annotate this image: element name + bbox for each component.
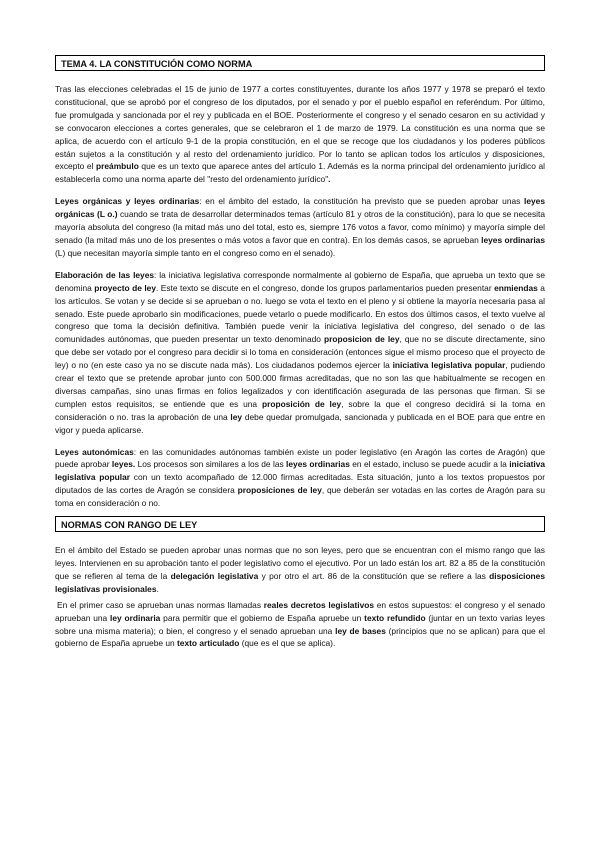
text-run: : la iniciativa legislativa corresponde normalmente al gobierno de España, que aprueba un texto que se denomina [55, 269, 545, 293]
bold-term: enmiendas [494, 282, 538, 293]
paragraph-decretos-legislativos [55, 599, 545, 651]
text-run: cuando se trata de desarrollar determinados temas (artículo 81 y otros de la constitución), para lo que se necesita mayoría absoluta del congreso (la mitad más uno del total, esto es, siempre 176 votos a favor, como mínimo) y mayoría simple del senado (la mitad más uno de los presentes o más votos a favor que en contra). En los demás casos, se aprueban [55, 209, 545, 245]
text-run: , que no se discute directamente, sino que debe ser votado por el congreso para decidir si lo toma en consideración (entonces sigue el mismo proceso que el proyecto de ley) o no (en este caso ya no se discute nada más). Los ciudadanos podemos ejercer la [55, 334, 545, 371]
text-run: (principios que no se aplican) para que el gobierno de España apruebe un [55, 625, 545, 649]
bold-term: reales decretos legislativos [263, 599, 375, 610]
paragraph-normas-rango-ley [55, 544, 545, 596]
section-heading-constitucion [55, 55, 545, 71]
text-run: : en el ámbito del estado, la constitución ha previsto que se pueden aprobar unas [199, 196, 525, 207]
bold-term: iniciativa legislativa popular [392, 360, 506, 371]
text-run: (que es el que se aplica). [239, 638, 336, 649]
bold-term: ley [230, 411, 243, 422]
text-run: , que deberán ser votadas en las cortes de Aragón para su toma en consideración o no. [55, 485, 545, 509]
text-run: que es un texto que aparece antes del artículo 1. Además es la norma principal del ordenamiento jurídico al establecerla como una norma aparte del "resto del ordenamiento jurídico" [55, 161, 545, 185]
text-run: . [156, 583, 159, 594]
text-run: Tras las elecciones celebradas el 15 de junio de 1977 a cortes constituyentes, durante los años 1977 y 1978 se preparó el texto constitucional, que se aprobó por el congreso de los diputados, por el senado y por el pueblo español en referéndum. Por último, fue promulgada y sancionada por el rey y publicada en el BOE. Posteriormente el congreso y el senado cesaron en su actividad y se convocaron elecciones a cortes generales, que se celebraron el 1 de marzo de 1979. La constitución es una norma que se aplica, de acuerdo con el artículo 9-1 de la propia constitución, en el que se recoge que los ciudadanos y los poderes públicos están sujetos a la constitución y al resto del ordenamiento jurídico. Por lo tanto se aplican todos los artículos y disposiciones, excepto el [55, 84, 545, 172]
text-run: En el ámbito del Estado se pueden aprobar unas normas que no son leyes, pero que se encuentran con el mismo rango que las leyes. Intervienen en su aprobación tanto el poder legislativo como el ejecutivo. Por un lado están los art. 82 a 85 de la constitución que se refieren al tema de la [55, 545, 545, 581]
bold-term: disposiciones legislativas provisionales [55, 570, 545, 594]
document-page [55, 55, 545, 659]
bold-term: leyes orgánicas (L o.) [55, 196, 545, 220]
bold-term: texto refundido [364, 612, 426, 623]
bold-term: iniciativa legislativa popular [55, 459, 546, 483]
text-run: debe quedar promulgada, sancionada y publicada en el BOE para que entre en vigor y pueda aplicarse. [55, 411, 545, 435]
bold-term: . [328, 174, 331, 185]
bold-term: proyecto de ley [94, 282, 156, 293]
text-run: , sobre la que el congreso decidirá si la toma en consideración o no. tras la aprobación de una [55, 398, 545, 422]
section-title: NORMAS CON RANGO DE LEY [61, 520, 198, 531]
bold-term: leyes. [111, 459, 136, 470]
text-run: con un texto acompañado de 12.000 firmas acreditadas. Esta situación, junto a los textos propuestos por diputados de las cortes de Aragón se considera [55, 472, 545, 496]
paragraph-leyes-organicas [55, 195, 545, 260]
text-run: En el primer caso se aprueban unas normas llamadas [57, 599, 264, 610]
text-run: para permitir que el gobierno de España apruebe un [160, 612, 365, 623]
bold-term: leyes ordinarias [481, 234, 545, 245]
paragraph-leyes-autonomicas [55, 446, 545, 511]
bold-term: preámbulo [96, 161, 139, 172]
text-run: en estos supuestos: el congreso y el senado aprueban una [55, 599, 545, 623]
text-run: , pudiendo crear el texto que se pretende aprobar junto con 500.000 firmas acreditadas, que no son las que habitualmente se recogen en diversas campañas, sino unas firmas en folios legalizados y con identificación asegurada de las personas que firman. Si se cumplen estos requisitos, se entiende que es una [55, 360, 545, 409]
section-heading-normas-rango-ley [55, 516, 545, 532]
text-run: y por otro el art. 86 de la constitución que se refiere a las [258, 570, 490, 581]
bold-term: leyes ordinarias [286, 459, 350, 470]
text-run: en el estado, incluso se puede acudir a la [349, 459, 510, 470]
bold-term: ley de bases [335, 625, 386, 636]
bold-term: Leyes autonómicas [55, 446, 134, 457]
bold-term: proposiciones de ley [237, 485, 322, 496]
paragraph-elaboracion-leyes [55, 269, 545, 437]
bold-term: texto articulado [177, 638, 240, 649]
bold-term: proposicion de ley [324, 334, 400, 345]
bold-term: delegación legislativa [170, 570, 259, 581]
bold-term: proposición de ley [262, 398, 342, 409]
bold-term: Elaboración de las leyes [55, 269, 155, 280]
text-run: (juntar en un texto varias leyes sobre una misma materia); o bien, el congreso y el senado aprueban una [55, 612, 545, 636]
text-run: (L) que necesitan mayoría simple tanto en el congreso como en el senado). [55, 247, 336, 258]
paragraph-intro [55, 83, 545, 186]
text-run: : en las comunidades autónomas también existe un poder legislativo (en Aragón las cortes de Aragón) que puede aprobar [55, 446, 545, 470]
text-run: Los procesos son similares a los de las [135, 459, 287, 470]
text-run: . Este texto se discute en el congreso, donde los grupos parlamentarios pueden presentar [155, 282, 495, 293]
section-title: TEMA 4. LA CONSTITUCIÓN COMO NORMA [61, 59, 253, 69]
bold-term: Leyes orgánicas y leyes ordinarias [55, 196, 200, 207]
bold-term: ley ordinaria [110, 612, 161, 623]
text-run: a los artículos. Se votan y se decide si se aprueban o no. luego se vota el texto en el pleno y si obtiene la mayoría necesaria pasa al senado. Este puede aprobarlo sin modificaciones, puede vetarlo o puede modificarlo. En estos dos últimos casos, el texto vuelve al congreso que toma la decisión definitiva. También puede venir la iniciativa legislativa del congreso, del senado o de las comunidades autónomas, que pueden presentar un texto denominado [55, 282, 545, 345]
